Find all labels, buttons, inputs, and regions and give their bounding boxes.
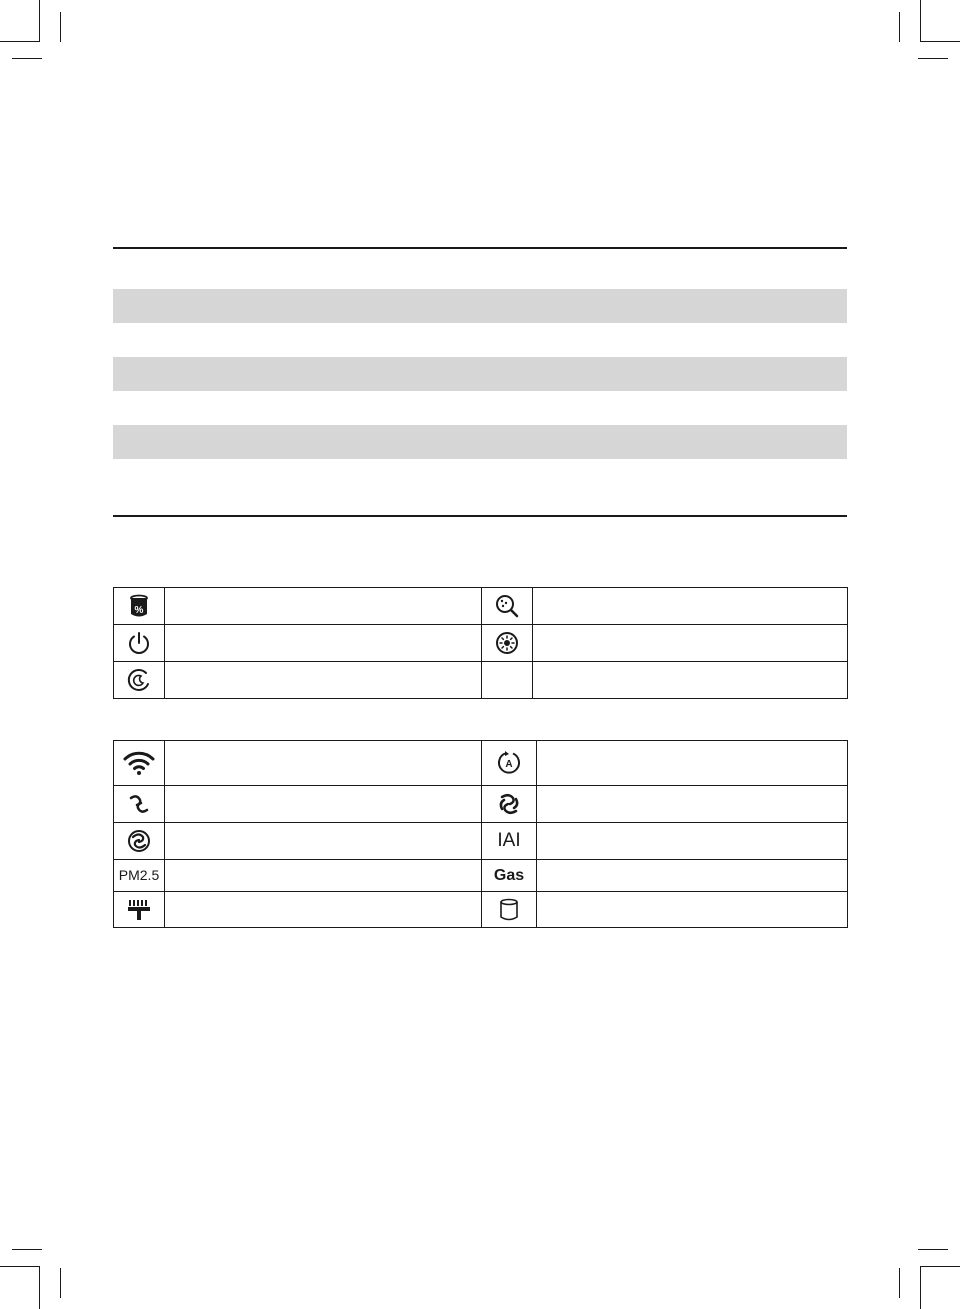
icon-cell	[114, 625, 165, 662]
description-cell	[165, 860, 482, 892]
filter-brush-icon	[126, 898, 152, 922]
filter-percentage-icon	[129, 594, 149, 618]
wifi-icon	[123, 750, 155, 776]
crop-mark	[0, 41, 40, 42]
crop-mark	[920, 1266, 921, 1309]
light-dimmer-icon	[495, 631, 519, 655]
crop-mark	[60, 1268, 61, 1298]
description-cell	[165, 625, 482, 662]
table-row	[114, 662, 848, 699]
top-rule	[113, 247, 847, 249]
crop-mark	[920, 41, 960, 42]
icon-cell	[114, 741, 165, 786]
icon-cell	[482, 786, 537, 823]
description-cell	[537, 741, 848, 786]
button-icon-table	[113, 587, 848, 699]
icon-cell	[482, 860, 537, 892]
icon-cell	[114, 662, 165, 699]
table-row	[114, 892, 848, 928]
icon-cell	[482, 823, 537, 860]
description-cell	[533, 662, 848, 699]
icon-cell	[114, 860, 165, 892]
description-cell	[537, 823, 848, 860]
shaded-band-2	[113, 357, 847, 391]
table-row	[114, 786, 848, 823]
description-cell	[165, 786, 482, 823]
description-cell	[537, 892, 848, 928]
icon-cell	[114, 892, 165, 928]
crop-mark	[39, 1266, 40, 1309]
table-row	[114, 823, 848, 860]
fan-speed-2-icon	[497, 792, 521, 816]
pm25-icon: PM2.5	[118, 866, 160, 883]
svg-text:A: A	[505, 759, 513, 770]
crop-mark	[920, 0, 921, 42]
gas-icon: Gas	[493, 866, 525, 884]
table-row	[114, 625, 848, 662]
bottom-rule	[113, 515, 847, 517]
auto-mode-icon	[496, 750, 522, 776]
crop-mark	[0, 1266, 40, 1267]
icon-cell	[114, 823, 165, 860]
icon-cell	[482, 741, 537, 786]
crop-mark	[918, 58, 948, 59]
crop-mark	[899, 1268, 900, 1298]
table-row	[114, 860, 848, 892]
table-row	[114, 741, 848, 786]
description-cell	[537, 786, 848, 823]
description-cell	[533, 625, 848, 662]
power-icon	[127, 631, 151, 655]
iai-icon: IAI	[497, 830, 521, 851]
display-icon-table	[113, 740, 848, 928]
empty-icon-cell	[482, 662, 533, 699]
description-cell	[165, 823, 482, 860]
icon-cell	[114, 786, 165, 823]
sleep-moon-icon	[127, 668, 151, 692]
shaded-band-3	[113, 425, 847, 459]
crop-mark	[39, 0, 40, 42]
shaded-band-1	[113, 289, 847, 323]
fan-speed-3-icon	[127, 829, 151, 853]
crop-mark	[12, 1249, 42, 1250]
icon-cell	[482, 588, 533, 625]
description-cell	[165, 892, 482, 928]
crop-mark	[60, 12, 61, 42]
fan-speed-1-icon	[127, 792, 151, 816]
description-cell	[165, 662, 482, 699]
svg-text:%: %	[134, 605, 144, 616]
icon-cell	[482, 625, 533, 662]
description-cell	[533, 588, 848, 625]
magnifier-dots-icon	[495, 594, 519, 618]
description-cell	[165, 741, 482, 786]
description-cell	[165, 588, 482, 625]
crop-mark	[12, 58, 42, 59]
description-cell	[537, 860, 848, 892]
crop-mark	[899, 12, 900, 42]
table-row	[114, 588, 848, 625]
crop-mark	[918, 1249, 948, 1250]
icon-cell	[114, 588, 165, 625]
crop-mark	[920, 1266, 960, 1267]
filter-cylinder-icon	[499, 898, 519, 922]
icon-cell	[482, 892, 537, 928]
